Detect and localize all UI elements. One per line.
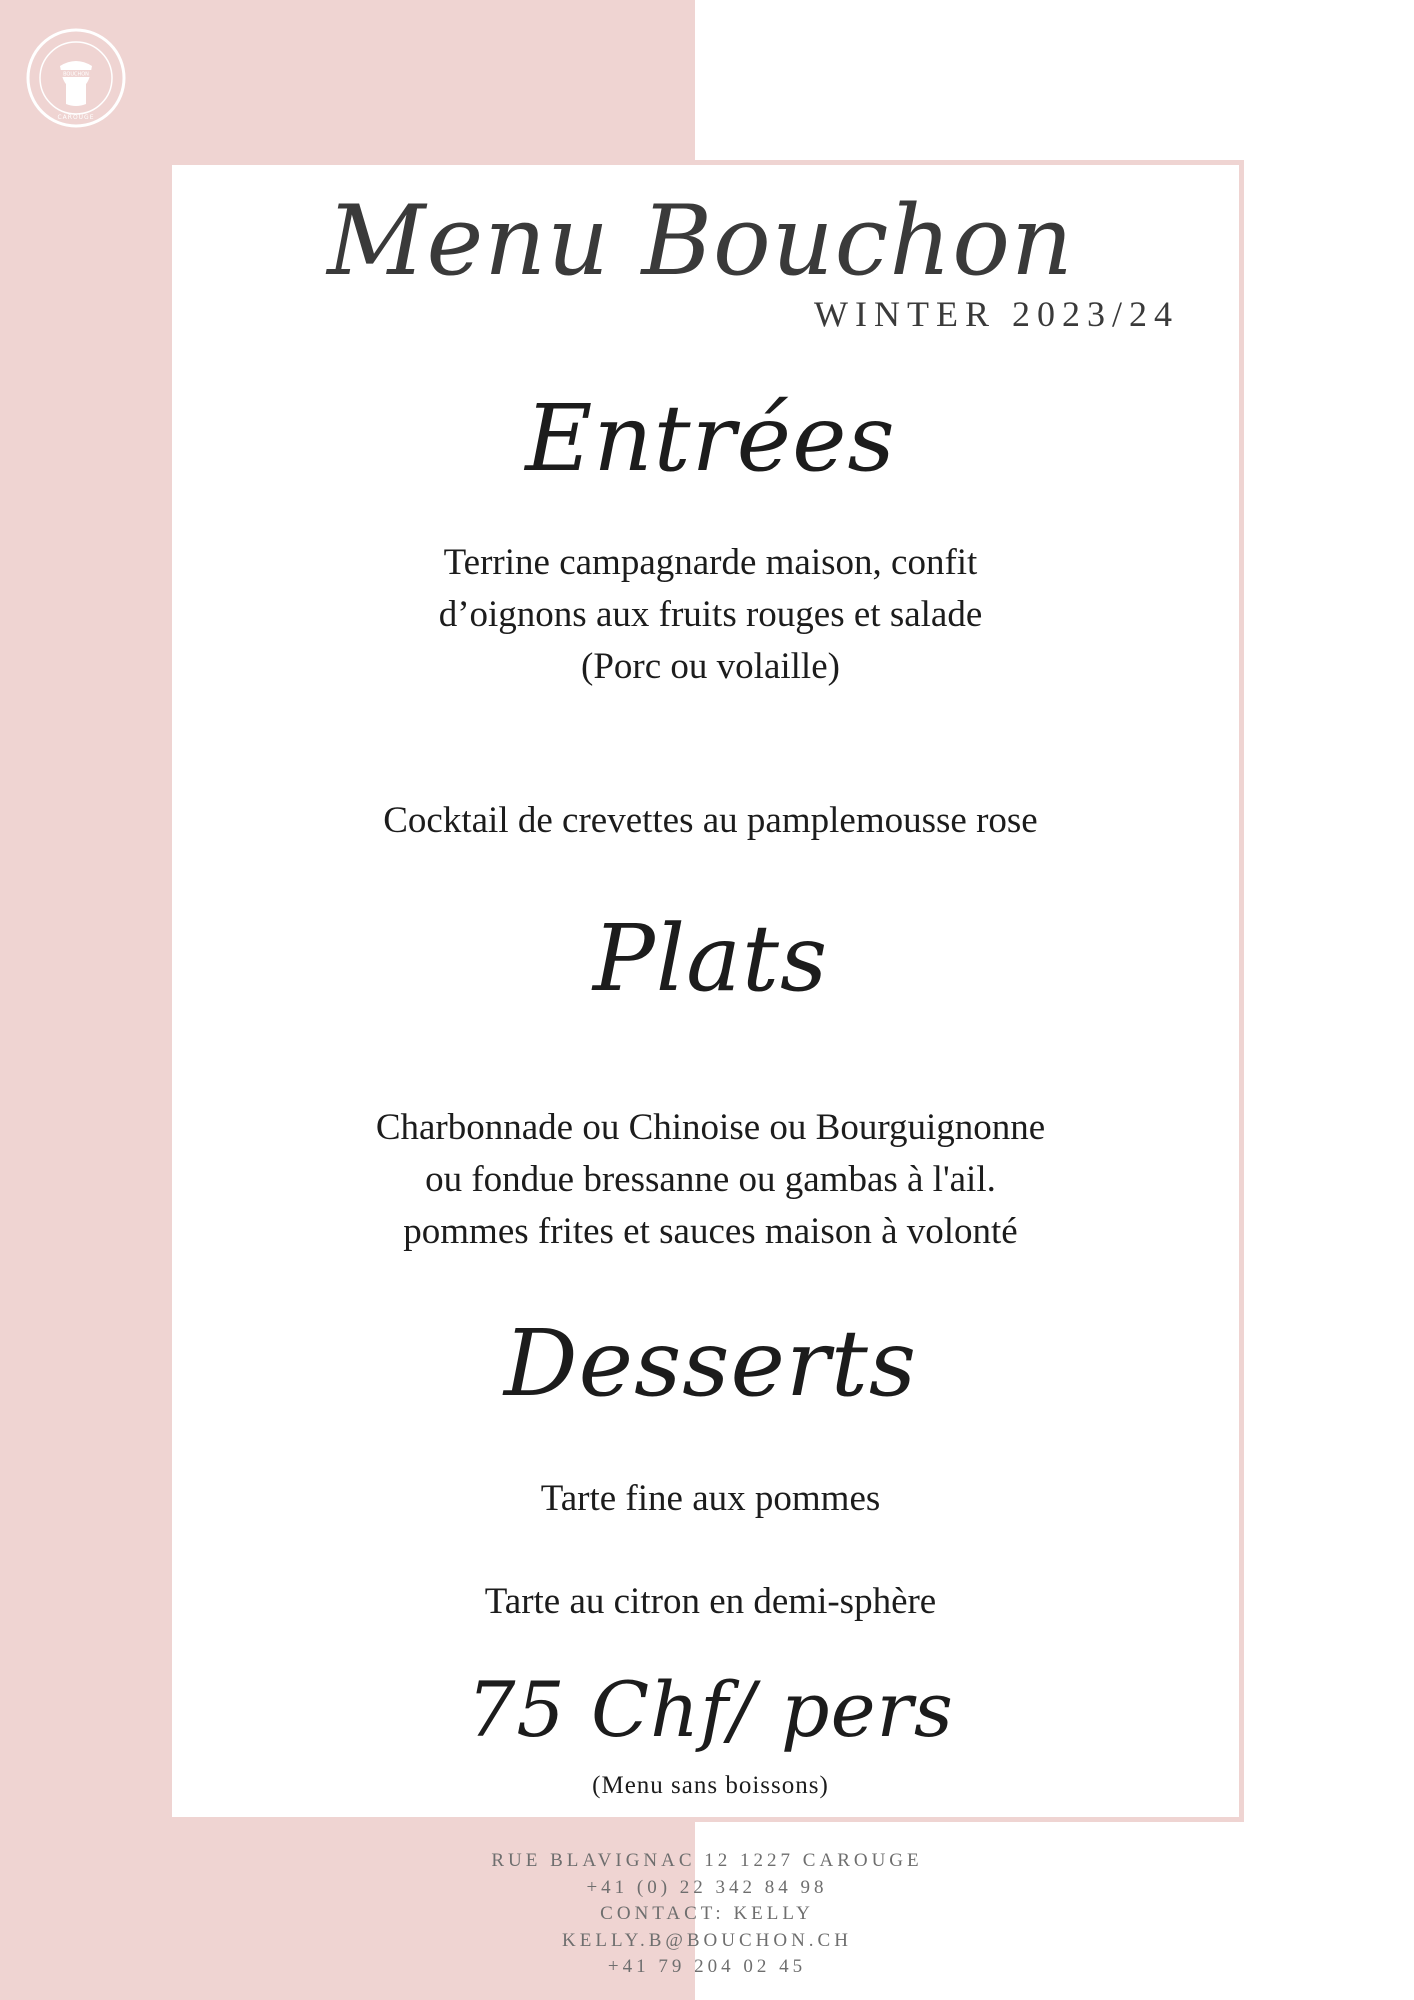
dish-line: ou fondue bressanne ou gambas à l'ail. xyxy=(425,1159,996,1200)
menu-price: 75 Chf/ pers xyxy=(467,1665,954,1754)
dish-line: Tarte fine aux pommes xyxy=(540,1478,881,1519)
dish-line: Tarte au citron en demi-sphère xyxy=(484,1581,937,1622)
dish-line: pommes frites et sauces maison à volonté xyxy=(403,1211,1018,1252)
contact-phone: +41 (0) 22 342 84 98 xyxy=(586,1876,828,1898)
dish-line: d’oignons aux fruits rouges et salade xyxy=(438,594,983,635)
contact-person: CONTACT: KELLY xyxy=(600,1903,814,1924)
svg-text:BOUCHON: BOUCHON xyxy=(63,71,89,78)
dish-cocktail-crevettes xyxy=(172,795,1249,847)
contact-mobile: +41 79 204 02 45 xyxy=(607,1956,807,1977)
contact-address: RUE BLAVIGNAC 12 1227 CAROUGE xyxy=(491,1850,923,1871)
dish-line: (Porc ou volaille) xyxy=(581,646,840,687)
dish-line: Charbonnade ou Chinoise ou Bourguignonne xyxy=(375,1107,1046,1148)
contact-block xyxy=(380,1848,1034,1981)
dish-line: Terrine campagnarde maison, confit xyxy=(443,542,978,583)
season-label: WINTER 2023/24 xyxy=(814,294,1179,334)
dish-terrine xyxy=(172,537,1249,693)
section-heading-plats: Plats xyxy=(592,905,829,1012)
price-note: (Menu sans boissons) xyxy=(592,1772,829,1799)
champagne-cork-icon xyxy=(24,26,128,130)
contact-email: KELLY.B@BOUCHON.CH xyxy=(562,1929,852,1951)
menu-card xyxy=(167,160,1244,1822)
section-heading-desserts: Desserts xyxy=(503,1310,918,1417)
dish-tarte-citron xyxy=(172,1576,1249,1628)
menu-title: Menu Bouchon xyxy=(327,185,1074,297)
section-heading-entrees: Entrées xyxy=(525,385,896,492)
dish-tarte-pommes xyxy=(172,1473,1249,1525)
svg-text:CAROUGE: CAROUGE xyxy=(57,114,95,121)
dish-line: Cocktail de crevettes au pamplemousse rose xyxy=(383,800,1038,841)
dish-charbonnade xyxy=(172,1102,1249,1258)
